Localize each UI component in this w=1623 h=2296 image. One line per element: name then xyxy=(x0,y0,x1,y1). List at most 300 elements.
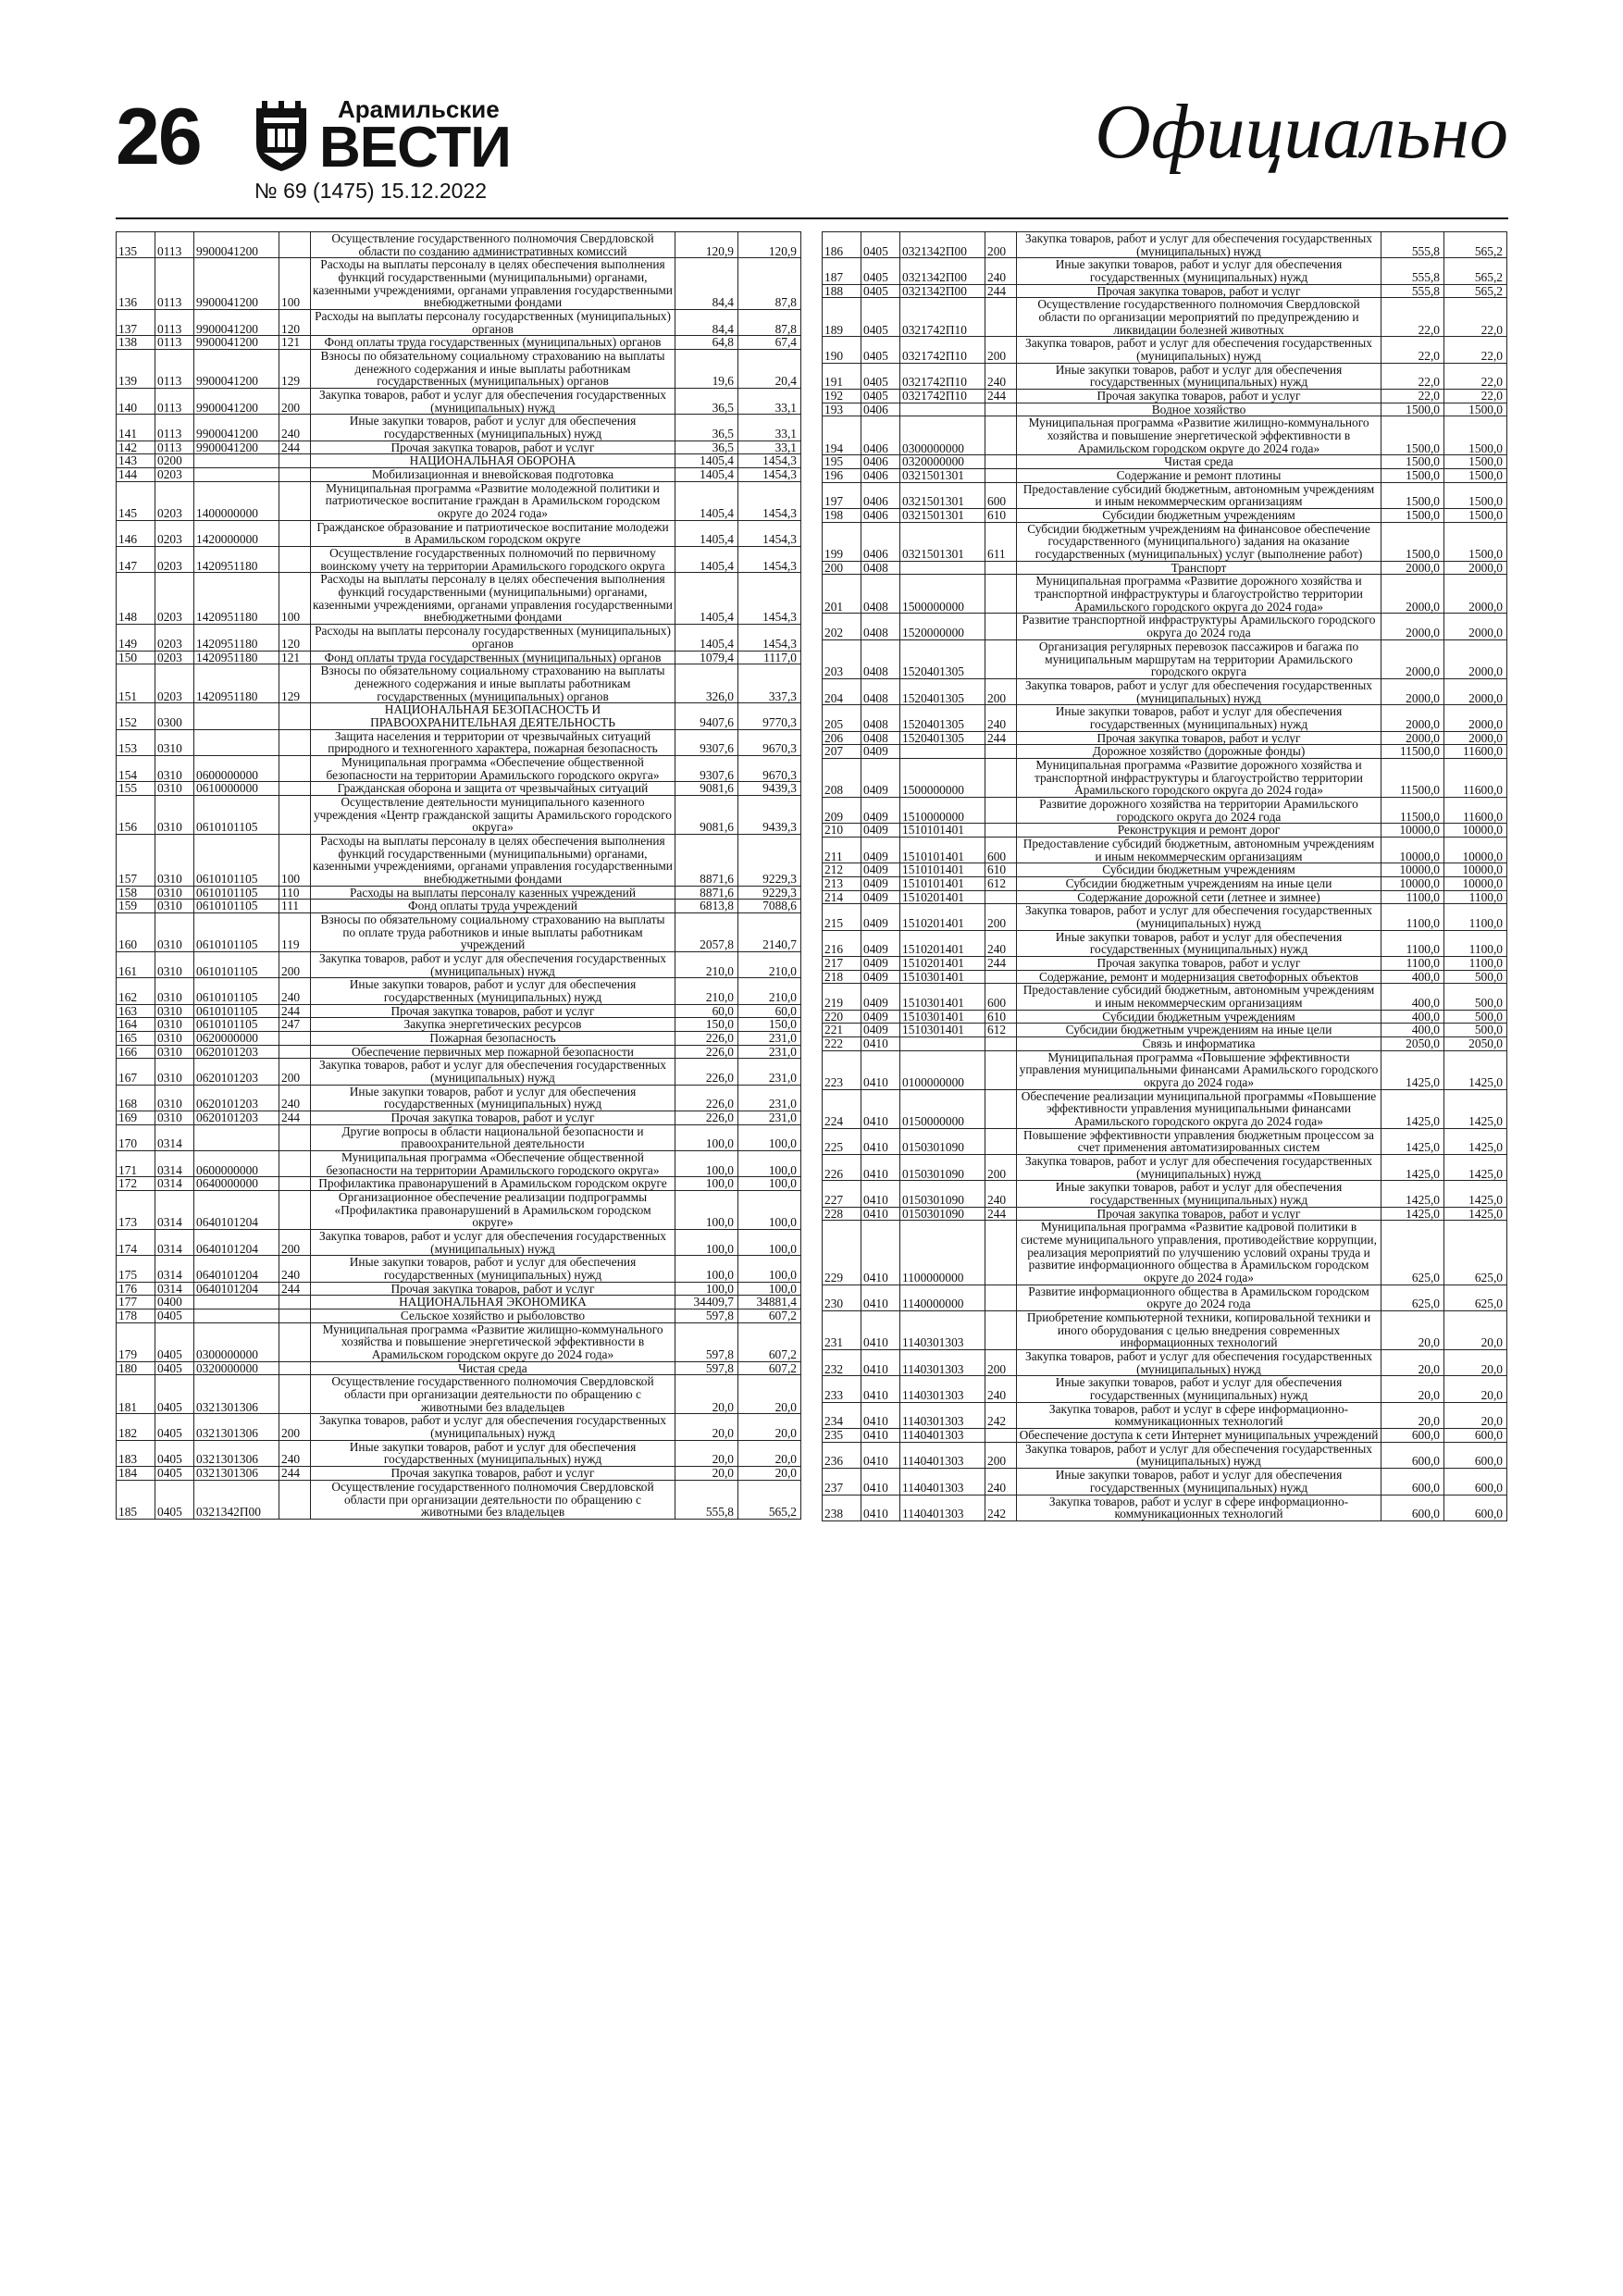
table-row xyxy=(117,703,801,729)
description: Организационное обеспечение реализации подпрограммы «Профилактика правонарушений в Арамильском городском округе» xyxy=(311,1191,675,1230)
section-code: 0405 xyxy=(155,1480,194,1519)
row-number: 153 xyxy=(117,729,155,755)
table-row xyxy=(117,520,801,546)
section-code: 0113 xyxy=(155,258,194,310)
target-code: 1510201401 xyxy=(900,904,985,930)
table-row xyxy=(117,1414,801,1440)
description: Прочая закупка товаров, работ и услуг xyxy=(311,441,675,454)
target-code xyxy=(900,561,985,575)
row-number: 188 xyxy=(823,284,861,298)
expense-type xyxy=(279,454,311,468)
expense-type: 610 xyxy=(985,1010,1017,1024)
table-row xyxy=(823,1155,1507,1181)
amount-2024: 625,0 xyxy=(1444,1221,1507,1285)
description: Закупка товаров, работ и услуг для обеспечения государственных (муниципальных) нужд xyxy=(1017,678,1381,704)
expense-type: 121 xyxy=(279,336,311,350)
section-code: 0410 xyxy=(861,1128,900,1154)
newspaper-logo xyxy=(253,95,511,180)
amount-2023: 100,0 xyxy=(675,1151,738,1177)
section-code: 0410 xyxy=(861,1221,900,1285)
target-code: 0640101204 xyxy=(194,1256,279,1282)
amount-2024: 120,9 xyxy=(738,232,801,258)
table-row xyxy=(117,900,801,913)
description: НАЦИОНАЛЬНАЯ ОБОРОНА xyxy=(311,454,675,468)
row-number: 190 xyxy=(823,337,861,363)
expense-type: 129 xyxy=(279,350,311,389)
section-code: 0409 xyxy=(861,863,900,877)
description: Муниципальная программа «Развитие дорожного хозяйства и транспортной инфраструктуры и благоустройство территории Арамильского городского округа до 2024 года» xyxy=(1017,758,1381,797)
amount-2024: 1500,0 xyxy=(1444,482,1507,508)
expense-type xyxy=(279,468,311,482)
row-number: 216 xyxy=(823,930,861,956)
row-number: 163 xyxy=(117,1004,155,1018)
description: Субсидии бюджетным учреждениям xyxy=(1017,509,1381,523)
amount-2023: 600,0 xyxy=(1381,1429,1444,1443)
target-code: 1140401303 xyxy=(900,1429,985,1443)
row-number: 171 xyxy=(117,1151,155,1177)
target-code: 0610101105 xyxy=(194,912,279,951)
description: Расходы на выплаты персоналу в целях обеспечения выполнения функций государственными (муниципальными) органами, казенными учреждениями, органами управления государственными внебюджетными фондами xyxy=(311,573,675,625)
amount-2023: 1100,0 xyxy=(1381,956,1444,970)
target-code: 1510101401 xyxy=(900,876,985,890)
expense-type xyxy=(279,795,311,834)
expense-type xyxy=(985,745,1017,759)
table-row xyxy=(117,664,801,703)
target-code: 0321501301 xyxy=(900,482,985,508)
expense-type xyxy=(985,469,1017,483)
expense-type xyxy=(985,797,1017,823)
row-number: 172 xyxy=(117,1177,155,1191)
expense-type: 612 xyxy=(985,876,1017,890)
target-code: 9900041200 xyxy=(194,310,279,336)
section-code: 0408 xyxy=(861,731,900,745)
description: Прочая закупка товаров, работ и услуг xyxy=(311,1467,675,1481)
row-number: 146 xyxy=(117,520,155,546)
row-number: 232 xyxy=(823,1350,861,1376)
amount-2023: 9081,6 xyxy=(675,795,738,834)
section-code: 0409 xyxy=(861,930,900,956)
row-number: 236 xyxy=(823,1442,861,1468)
amount-2023: 1425,0 xyxy=(1381,1089,1444,1128)
description: Иные закупки товаров, работ и услуг для обеспечения государственных (муниципальных) нужд xyxy=(311,1085,675,1111)
section-code: 0405 xyxy=(861,298,900,337)
table-row xyxy=(823,890,1507,904)
row-number: 219 xyxy=(823,984,861,1010)
section-code: 0409 xyxy=(861,1024,900,1037)
description: Дорожное хозяйство (дорожные фонды) xyxy=(1017,745,1381,759)
expense-type xyxy=(279,1375,311,1414)
section-code: 0409 xyxy=(861,876,900,890)
section-code: 0410 xyxy=(861,1207,900,1221)
row-number: 156 xyxy=(117,795,155,834)
expense-type xyxy=(279,703,311,729)
amount-2024: 100,0 xyxy=(738,1177,801,1191)
section-code: 0113 xyxy=(155,232,194,258)
expense-type: 244 xyxy=(985,1207,1017,1221)
section-code: 0405 xyxy=(155,1467,194,1481)
amount-2024: 500,0 xyxy=(1444,970,1507,984)
left-column xyxy=(116,231,800,1520)
expense-type: 244 xyxy=(985,284,1017,298)
section-code: 0310 xyxy=(155,912,194,951)
description: Прочая закупка товаров, работ и услуг xyxy=(1017,1207,1381,1221)
section-code: 0410 xyxy=(861,1155,900,1181)
row-number: 168 xyxy=(117,1085,155,1111)
amount-2024: 1500,0 xyxy=(1444,455,1507,469)
expense-type xyxy=(985,1036,1017,1050)
table-row xyxy=(117,1177,801,1191)
row-number: 195 xyxy=(823,455,861,469)
target-code: 0150301090 xyxy=(900,1155,985,1181)
row-number: 141 xyxy=(117,415,155,441)
row-number: 157 xyxy=(117,834,155,886)
row-number: 194 xyxy=(823,416,861,455)
amount-2024: 2000,0 xyxy=(1444,639,1507,678)
row-number: 180 xyxy=(117,1361,155,1375)
description: Развитие дорожного хозяйства на территории Арамильского городского округа до 2024 года xyxy=(1017,797,1381,823)
table-row xyxy=(117,1256,801,1282)
expense-type: 244 xyxy=(985,956,1017,970)
amount-2024: 565,2 xyxy=(1444,232,1507,258)
target-code: 1510301401 xyxy=(900,1010,985,1024)
expense-type xyxy=(985,824,1017,838)
table-row xyxy=(117,468,801,482)
amount-2023: 22,0 xyxy=(1381,390,1444,403)
target-code: 1510201401 xyxy=(900,930,985,956)
section-code: 0408 xyxy=(861,614,900,639)
description: Осуществление государственного полномочия Свердловской области при организации деятельности по обращению с животными без владельцев xyxy=(311,1375,675,1414)
table-row xyxy=(117,547,801,573)
target-code: 0321342П00 xyxy=(900,284,985,298)
description: Иные закупки товаров, работ и услуг для обеспечения государственных (муниципальных) нужд xyxy=(1017,930,1381,956)
table-row xyxy=(823,970,1507,984)
description: Предоставление субсидий бюджетным, автономным учреждениям и иным некоммерческим организациям xyxy=(1017,482,1381,508)
amount-2023: 19,6 xyxy=(675,350,738,389)
amount-2024: 1454,3 xyxy=(738,573,801,625)
section-code: 0405 xyxy=(155,1361,194,1375)
amount-2024: 11600,0 xyxy=(1444,745,1507,759)
row-number: 165 xyxy=(117,1031,155,1045)
target-code: 1510301401 xyxy=(900,984,985,1010)
description: Иные закупки товаров, работ и услуг для обеспечения государственных (муниципальных) нужд xyxy=(311,1256,675,1282)
description: Закупка товаров, работ и услуг для обеспечения государственных (муниципальных) нужд xyxy=(311,1414,675,1440)
amount-2023: 226,0 xyxy=(675,1085,738,1111)
table-row xyxy=(117,755,801,781)
target-code: 1140401303 xyxy=(900,1469,985,1495)
amount-2023: 1405,4 xyxy=(675,481,738,520)
amount-2024: 22,0 xyxy=(1444,298,1507,337)
table-row xyxy=(117,1018,801,1032)
description: Чистая среда xyxy=(1017,455,1381,469)
table-row xyxy=(117,1151,801,1177)
description: Прочая закупка товаров, работ и услуг xyxy=(311,1111,675,1125)
amount-2024: 1425,0 xyxy=(1444,1155,1507,1181)
expense-type: 240 xyxy=(985,1376,1017,1402)
amount-2023: 20,0 xyxy=(675,1440,738,1466)
amount-2024: 100,0 xyxy=(738,1151,801,1177)
description: Закупка товаров, работ и услуг для обеспечения государственных (муниципальных) нужд xyxy=(1017,1155,1381,1181)
amount-2024: 1454,3 xyxy=(738,468,801,482)
table-row xyxy=(117,1111,801,1125)
section-code: 0405 xyxy=(861,390,900,403)
amount-2024: 565,2 xyxy=(1444,284,1507,298)
expense-type: 110 xyxy=(279,886,311,900)
description: Муниципальная программа «Развитие дорожного хозяйства и транспортной инфраструктуры и благоустройство территории Арамильского городского округа до 2024 года» xyxy=(1017,575,1381,614)
table-row xyxy=(117,1361,801,1375)
amount-2023: 625,0 xyxy=(1381,1221,1444,1285)
expense-type: 612 xyxy=(985,1024,1017,1037)
expense-type xyxy=(985,575,1017,614)
description: Взносы по обязательному социальному страхованию на выплаты денежного содержания и иные выплаты работникам государственных (муниципальных) органов xyxy=(311,350,675,389)
amount-2024: 100,0 xyxy=(738,1230,801,1256)
amount-2023: 1425,0 xyxy=(1381,1181,1444,1207)
description: Иные закупки товаров, работ и услуг для обеспечения государственных (муниципальных) нужд xyxy=(1017,1181,1381,1207)
table-row xyxy=(823,797,1507,823)
expense-type: 120 xyxy=(279,625,311,651)
table-row xyxy=(823,1221,1507,1285)
budget-table-left xyxy=(116,231,801,1520)
amount-2023: 10000,0 xyxy=(1381,824,1444,838)
section-code: 0310 xyxy=(155,1059,194,1085)
amount-2023: 20,0 xyxy=(1381,1311,1444,1350)
amount-2023: 2050,0 xyxy=(1381,1036,1444,1050)
row-number: 189 xyxy=(823,298,861,337)
section-code: 0406 xyxy=(861,522,900,561)
description: Иные закупки товаров, работ и услуг для обеспечения государственных (муниципальных) нужд xyxy=(1017,705,1381,731)
table-row xyxy=(823,284,1507,298)
description: Расходы на выплаты персоналу казенных учреждений xyxy=(311,886,675,900)
expense-type: 200 xyxy=(985,904,1017,930)
section-code: 0314 xyxy=(155,1151,194,1177)
expense-type: 242 xyxy=(985,1402,1017,1428)
row-number: 140 xyxy=(117,389,155,415)
row-number: 198 xyxy=(823,509,861,523)
town-emblem-icon xyxy=(253,101,310,173)
row-number: 215 xyxy=(823,904,861,930)
section-code: 0113 xyxy=(155,389,194,415)
target-code: 0620000000 xyxy=(194,1031,279,1045)
row-number: 144 xyxy=(117,468,155,482)
amount-2023: 1405,4 xyxy=(675,547,738,573)
amount-2023: 36,5 xyxy=(675,415,738,441)
expense-type xyxy=(985,1050,1017,1089)
amount-2023: 8871,6 xyxy=(675,834,738,886)
expense-type: 200 xyxy=(279,1414,311,1440)
description: Организация регулярных перевозок пассажиров и багажа по муниципальным маршрутам на территории Арамильского городского округа xyxy=(1017,639,1381,678)
description: Осуществление государственных полномочий по первичному воинскому учету на территории Арамильского городского округа xyxy=(311,547,675,573)
target-code: 0321342П00 xyxy=(900,258,985,284)
amount-2024: 1425,0 xyxy=(1444,1089,1507,1128)
amount-2024: 1100,0 xyxy=(1444,930,1507,956)
row-number: 177 xyxy=(117,1296,155,1309)
description: Обеспечение доступа к сети Интернет муниципальных учреждений xyxy=(1017,1429,1381,1443)
amount-2023: 1079,4 xyxy=(675,651,738,664)
row-number: 154 xyxy=(117,755,155,781)
table-row xyxy=(823,678,1507,704)
expense-type: 200 xyxy=(279,1230,311,1256)
amount-2023: 20,0 xyxy=(675,1375,738,1414)
row-number: 161 xyxy=(117,951,155,977)
description: Расходы на выплаты персоналу государственных (муниципальных) органов xyxy=(311,310,675,336)
row-number: 152 xyxy=(117,703,155,729)
expense-type: 111 xyxy=(279,900,311,913)
section-code: 0310 xyxy=(155,900,194,913)
description: Закупка товаров, работ и услуг для обеспечения государственных (муниципальных) нужд xyxy=(311,389,675,415)
target-code: 1510201401 xyxy=(900,890,985,904)
target-code: 0321342П00 xyxy=(194,1480,279,1519)
row-number: 220 xyxy=(823,1010,861,1024)
expense-type: 244 xyxy=(985,390,1017,403)
table-row xyxy=(117,1375,801,1414)
section-code: 0310 xyxy=(155,886,194,900)
section-code: 0310 xyxy=(155,978,194,1004)
amount-2024: 600,0 xyxy=(1444,1495,1507,1520)
amount-2023: 9081,6 xyxy=(675,782,738,796)
target-code: 0640101204 xyxy=(194,1282,279,1296)
page-number: 26 xyxy=(116,93,201,181)
description: Содержание, ремонт и модернизация светофорных объектов xyxy=(1017,970,1381,984)
target-code: 0610101105 xyxy=(194,978,279,1004)
target-code: 0100000000 xyxy=(900,1050,985,1089)
amount-2024: 1454,3 xyxy=(738,454,801,468)
section-code: 0408 xyxy=(861,705,900,731)
amount-2023: 1500,0 xyxy=(1381,482,1444,508)
section-code: 0409 xyxy=(861,797,900,823)
description: Чистая среда xyxy=(311,1361,675,1375)
table-row xyxy=(823,745,1507,759)
amount-2024: 20,0 xyxy=(738,1440,801,1466)
amount-2024: 1500,0 xyxy=(1444,509,1507,523)
section-code: 0410 xyxy=(861,1036,900,1050)
row-number: 204 xyxy=(823,678,861,704)
section-code: 0408 xyxy=(861,639,900,678)
expense-type: 121 xyxy=(279,651,311,664)
target-code: 0610101105 xyxy=(194,951,279,977)
amount-2024: 9670,3 xyxy=(738,729,801,755)
table-row xyxy=(117,625,801,651)
section-code: 0203 xyxy=(155,625,194,651)
expense-type: 100 xyxy=(279,258,311,310)
target-code: 0321501301 xyxy=(900,522,985,561)
table-row xyxy=(117,729,801,755)
description: Развитие транспортной инфраструктуры Арамильского городского округа до 2024 года xyxy=(1017,614,1381,639)
description: Субсидии бюджетным учреждениям xyxy=(1017,1010,1381,1024)
amount-2023: 20,0 xyxy=(1381,1402,1444,1428)
description: Осуществление деятельности муниципального казенного учреждения «Центр гражданской защиты Арамильского городского округа» xyxy=(311,795,675,834)
description: Закупка товаров, работ и услуг для обеспечения государственных (муниципальных) нужд xyxy=(1017,337,1381,363)
amount-2024: 2000,0 xyxy=(1444,705,1507,731)
table-row xyxy=(823,482,1507,508)
expense-type: 200 xyxy=(279,389,311,415)
amount-2023: 100,0 xyxy=(675,1256,738,1282)
amount-2024: 1500,0 xyxy=(1444,469,1507,483)
description: Водное хозяйство xyxy=(1017,403,1381,416)
amount-2024: 600,0 xyxy=(1444,1469,1507,1495)
description: НАЦИОНАЛЬНАЯ БЕЗОПАСНОСТЬ И ПРАВООХРАНИТЕЛЬНАЯ ДЕЯТЕЛЬНОСТЬ xyxy=(311,703,675,729)
section-code: 0203 xyxy=(155,468,194,482)
amount-2023: 8871,6 xyxy=(675,886,738,900)
target-code: 1140401303 xyxy=(900,1495,985,1520)
description: Субсидии бюджетным учреждениям на иные цели xyxy=(1017,876,1381,890)
amount-2024: 22,0 xyxy=(1444,390,1507,403)
table-row xyxy=(823,1376,1507,1402)
expense-type: 119 xyxy=(279,912,311,951)
table-row xyxy=(823,930,1507,956)
amount-2024: 33,1 xyxy=(738,441,801,454)
amount-2023: 84,4 xyxy=(675,310,738,336)
amount-2024: 210,0 xyxy=(738,951,801,977)
amount-2024: 607,2 xyxy=(738,1322,801,1361)
row-number: 221 xyxy=(823,1024,861,1037)
amount-2023: 9307,6 xyxy=(675,729,738,755)
section-code: 0203 xyxy=(155,547,194,573)
section-code: 0405 xyxy=(861,337,900,363)
row-number: 162 xyxy=(117,978,155,1004)
amount-2023: 11500,0 xyxy=(1381,797,1444,823)
target-code: 0321742П10 xyxy=(900,298,985,337)
target-code: 0640101204 xyxy=(194,1191,279,1230)
header-rule xyxy=(116,217,1508,219)
description: Взносы по обязательному социальному страхованию на выплаты по оплате труда работников и иные выплаты работникам учреждений xyxy=(311,912,675,951)
expense-type xyxy=(985,561,1017,575)
amount-2024: 231,0 xyxy=(738,1111,801,1125)
row-number: 138 xyxy=(117,336,155,350)
section-code: 0405 xyxy=(155,1309,194,1323)
row-number: 224 xyxy=(823,1089,861,1128)
description: Пожарная безопасность xyxy=(311,1031,675,1045)
amount-2024: 1454,3 xyxy=(738,547,801,573)
amount-2024: 9770,3 xyxy=(738,703,801,729)
amount-2024: 210,0 xyxy=(738,978,801,1004)
amount-2023: 226,0 xyxy=(675,1059,738,1085)
amount-2023: 34409,7 xyxy=(675,1296,738,1309)
description: Прочая закупка товаров, работ и услуг xyxy=(1017,284,1381,298)
table-row xyxy=(823,561,1507,575)
section-code: 0203 xyxy=(155,664,194,703)
description: Гражданское образование и патриотическое воспитание молодежи в Арамильском городском округе xyxy=(311,520,675,546)
target-code: 0321342П00 xyxy=(900,232,985,258)
section-code: 0310 xyxy=(155,834,194,886)
section-code: 0409 xyxy=(861,1010,900,1024)
amount-2023: 326,0 xyxy=(675,664,738,703)
description: Гражданская оборона и защита от чрезвычайных ситуаций xyxy=(311,782,675,796)
section-code: 0410 xyxy=(861,1495,900,1520)
description: Прочая закупка товаров, работ и услуг xyxy=(1017,390,1381,403)
table-row xyxy=(117,951,801,977)
description: Прочая закупка товаров, работ и услуг xyxy=(1017,956,1381,970)
table-row xyxy=(117,573,801,625)
description: Осуществление государственного полномочия Свердловской области при организации деятельности по обращению с животными без владельцев xyxy=(311,1480,675,1519)
amount-2023: 1100,0 xyxy=(1381,890,1444,904)
amount-2024: 1100,0 xyxy=(1444,904,1507,930)
target-code: 0620101203 xyxy=(194,1045,279,1059)
expense-type xyxy=(279,1031,311,1045)
expense-type: 244 xyxy=(279,1467,311,1481)
expense-type xyxy=(985,416,1017,455)
expense-type: 240 xyxy=(279,415,311,441)
expense-type: 240 xyxy=(279,1085,311,1111)
amount-2024: 500,0 xyxy=(1444,984,1507,1010)
table-row xyxy=(117,978,801,1004)
amount-2024: 2140,7 xyxy=(738,912,801,951)
section-code: 0203 xyxy=(155,651,194,664)
target-code: 9900041200 xyxy=(194,336,279,350)
description: Транспорт xyxy=(1017,561,1381,575)
row-number: 166 xyxy=(117,1045,155,1059)
row-number: 226 xyxy=(823,1155,861,1181)
section-code: 0310 xyxy=(155,1004,194,1018)
amount-2023: 150,0 xyxy=(675,1018,738,1032)
